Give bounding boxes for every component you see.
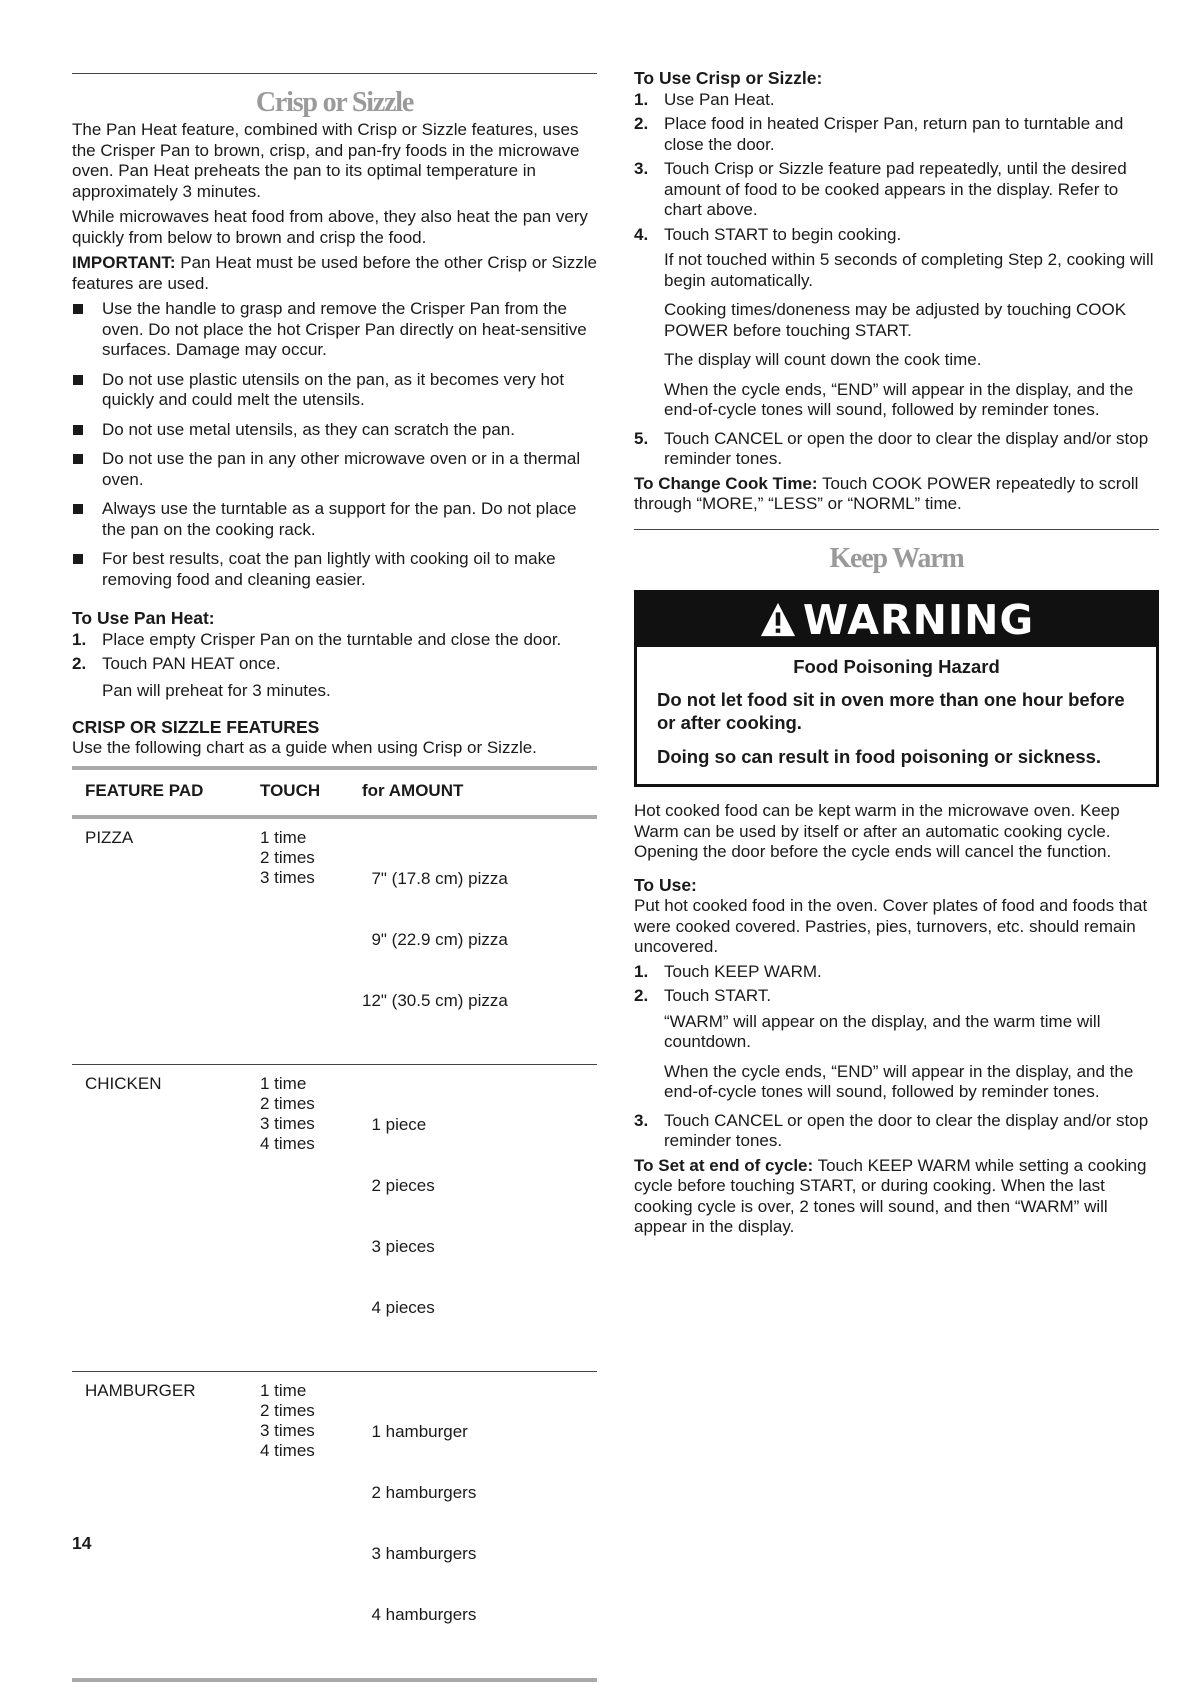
column-header-feature-pad: FEATURE PAD (85, 781, 204, 800)
to-use-text: Put hot cooked food in the oven. Cover plates of food and foods that were cooked covered. Pastries, pies, turnovers, etc. should remain uncovered. (634, 896, 1148, 956)
features-heading: CRISP OR SIZZLE FEATURES (72, 717, 320, 737)
list-item (72, 449, 597, 490)
list-item (72, 370, 597, 411)
column-header-amount: for AMOUNT (362, 781, 464, 800)
square-bullet-icon (73, 304, 83, 314)
touch-value: 4 times (260, 1133, 315, 1153)
amount-value: 4 pieces (362, 1297, 435, 1317)
warning-text: Doing so can result in food poisoning or sickness. (657, 745, 1102, 767)
end-of-cycle-text: Touch KEEP WARM while setting a cooking cycle before touching START, or during cooking. When the last cooking cycle is over, 2 tones will sound, and then “WARM” will appear in the display. (634, 1155, 1147, 1236)
step-item (634, 429, 1159, 470)
warning-triangle-icon (759, 601, 797, 639)
step-item (634, 159, 1159, 221)
step-note: When the cycle ends, “END” will appear in the display, and the end-of-cycle tones will sound, followed by reminder tones. (664, 1061, 1134, 1101)
feature-pad-cell: HAMBURGER (85, 1380, 196, 1400)
features-table (72, 766, 597, 1682)
amount-cell (362, 1381, 597, 1666)
bullet-text: For best results, coat the pan lightly with cooking oil to make removing food and cleaning easier. (102, 549, 556, 589)
step-text: Place food in heated Crisper Pan, return pan to turntable and close the door. (664, 114, 1124, 154)
touch-value: 2 times (260, 1093, 315, 1113)
amount-value: 7" (17.8 cm) pizza (362, 868, 508, 888)
step-text: Use Pan Heat. (664, 89, 775, 109)
amount-value: 3 hamburgers (362, 1543, 477, 1563)
amount-value: 12" (30.5 cm) pizza (362, 990, 508, 1010)
step-item (634, 90, 1159, 111)
amount-value: 3 pieces (362, 1236, 435, 1256)
step-number: 3. (634, 159, 649, 178)
amount-value: 2 pieces (362, 1175, 435, 1195)
touch-value: 1 time (260, 1073, 307, 1093)
touch-value: 3 times (260, 1420, 315, 1440)
step-number: 5. (634, 428, 649, 448)
list-item (72, 420, 597, 441)
bullet-text: Do not use the pan in any other microwave oven or in a thermal oven. (102, 449, 581, 489)
list-item (72, 299, 597, 361)
keep-warm-steps (634, 962, 1159, 1152)
section-title-crisp-or-sizzle: Crisp or Sizzle (255, 87, 414, 118)
step-number: 1. (634, 89, 649, 109)
bullet-text: Do not use metal utensils, as they can scratch the pan. (102, 419, 515, 439)
amount-cell (362, 1074, 597, 1359)
step-item (634, 114, 1159, 155)
crisp-sizzle-heading: To Use Crisp or Sizzle: (634, 68, 823, 88)
touch-value: 2 times (260, 1400, 315, 1420)
safety-bullet-list (72, 299, 597, 590)
step-number: 3. (634, 1110, 649, 1130)
warning-box (634, 590, 1159, 788)
bullet-text: Use the handle to grasp and remove the Crisper Pan from the oven. Do not place the hot Crisper Pan directly on heat-sensitive surfaces. Damage may occur. (102, 299, 587, 359)
important-text: Pan Heat must be used before the other Crisp or Sizzle features are used. (72, 253, 598, 293)
step-number: 1. (634, 961, 649, 981)
table-header-row (72, 770, 597, 819)
step-note: When the cycle ends, “END” will appear in the display, and the end-of-cycle tones will sound, followed by reminder tones. (664, 379, 1134, 419)
touch-cell (260, 1074, 362, 1359)
warning-label: WARNING (802, 595, 1035, 644)
pan-heat-heading: To Use Pan Heat: (72, 608, 215, 628)
end-of-cycle-label: To Set at end of cycle: (634, 1155, 814, 1175)
list-item (72, 499, 597, 540)
step-note: If not touched within 5 seconds of completing Step 2, cooking will begin automatically. (664, 250, 1154, 290)
square-bullet-icon (73, 375, 83, 385)
step-text: Touch Crisp or Sizzle feature pad repeatedly, until the desired amount of food to be cooked appears in the display. Refer to chart above. (664, 159, 1127, 219)
section-rule (72, 73, 597, 74)
touch-value: 3 times (260, 1113, 315, 1133)
step-item (634, 1111, 1159, 1152)
pan-heat-steps (72, 630, 597, 702)
hazard-title: Food Poisoning Hazard (793, 655, 1000, 677)
change-cook-time-note (634, 474, 1159, 515)
to-use-heading: To Use: (634, 874, 697, 895)
step-note: Pan will preheat for 3 minutes. (102, 680, 331, 700)
step-number: 2. (634, 114, 649, 133)
page-number: 14 (72, 1533, 92, 1553)
step-note: Cooking times/doneness may be adjusted by touching COOK POWER before touching START. (664, 300, 1127, 340)
touch-value: 3 times (260, 867, 315, 887)
step-item (634, 962, 1159, 983)
touch-cell (260, 828, 362, 1052)
bullet-text: Do not use plastic utensils on the pan, as it becomes very hot quickly and could melt the utensils. (102, 369, 565, 409)
warning-header (637, 593, 1156, 647)
step-item (634, 225, 1159, 421)
touch-value: 1 time (260, 827, 307, 847)
end-of-cycle-note (634, 1156, 1159, 1238)
warning-body (637, 647, 1156, 785)
change-cook-time-label: To Change Cook Time: (634, 473, 818, 493)
features-intro: Use the following chart as a guide when using Crisp or Sizzle. (72, 737, 537, 757)
column-header-touch: TOUCH (260, 781, 321, 800)
step-item (72, 630, 597, 651)
intro-paragraph: While microwaves heat food from above, they also heat the pan very quickly from below to brown and crisp the food. (72, 207, 588, 247)
step-text: Touch CANCEL or open the door to clear the display and/or stop reminder tones. (664, 428, 1149, 468)
important-note (72, 253, 597, 294)
keep-warm-intro: Hot cooked food can be kept warm in the microwave oven. Keep Warm can be used by itself or after an automatic cooking cycle. Opening the door before the cycle ends will cancel the function. (634, 801, 1120, 861)
feature-pad-cell: PIZZA (85, 827, 134, 847)
crisp-sizzle-steps (634, 90, 1159, 470)
square-bullet-icon (73, 454, 83, 464)
touch-cell (260, 1381, 362, 1666)
square-bullet-icon (73, 425, 83, 435)
touch-value: 2 times (260, 847, 315, 867)
touch-value: 1 time (260, 1380, 307, 1400)
step-number: 2. (72, 654, 87, 673)
step-text: Touch KEEP WARM. (664, 961, 822, 981)
amount-value: 9" (22.9 cm) pizza (362, 929, 508, 949)
warning-text: Do not let food sit in oven more than one hour before or after cooking. (657, 688, 1125, 733)
amount-cell (362, 828, 597, 1052)
square-bullet-icon (73, 554, 83, 564)
bullet-text: Always use the turntable as a support for the pan. Do not place the pan on the cooking rack. (102, 499, 577, 539)
amount-value: 1 hamburger (362, 1421, 468, 1441)
table-row (72, 819, 597, 1064)
step-item (634, 986, 1159, 1103)
step-text: Touch START to begin cooking. (664, 224, 902, 244)
amount-value: 2 hamburgers (362, 1482, 477, 1502)
table-row (72, 1371, 597, 1678)
step-text: Touch CANCEL or open the door to clear the display and/or stop reminder tones. (664, 1110, 1149, 1150)
intro-paragraph: The Pan Heat feature, combined with Crisp or Sizzle features, uses the Crisper Pan to brown, crisp, and pan-fry foods in the microwave oven. Pan Heat preheats the pan to its optimal temperature in approximately 3 minutes. (72, 120, 580, 201)
section-title-keep-warm: Keep Warm (829, 542, 964, 574)
feature-pad-cell: CHICKEN (85, 1073, 162, 1093)
step-number: 1. (72, 629, 87, 649)
step-item (72, 654, 597, 701)
section-rule (634, 529, 1159, 530)
step-number: 4. (634, 224, 649, 244)
important-label: IMPORTANT: (72, 253, 176, 272)
step-note: “WARM” will appear on the display, and the warm time will countdown. (664, 1011, 1101, 1051)
right-column (634, 0, 1159, 1243)
amount-value: 4 hamburgers (362, 1604, 477, 1624)
list-item (72, 549, 597, 590)
amount-value: 1 piece (362, 1114, 427, 1134)
step-text: Touch START. (664, 986, 772, 1005)
touch-value: 4 times (260, 1440, 315, 1460)
step-note: The display will count down the cook time. (664, 350, 982, 369)
step-text: Touch PAN HEAT once. (102, 654, 281, 673)
step-number: 2. (634, 986, 649, 1005)
square-bullet-icon (73, 504, 83, 514)
left-column (72, 0, 597, 1682)
table-row (72, 1064, 597, 1371)
change-cook-time-text: Touch COOK POWER repeatedly to scroll through “MORE,” “LESS” or “NORML” time. (634, 473, 1139, 513)
step-text: Place empty Crisper Pan on the turntable and close the door. (102, 629, 562, 649)
